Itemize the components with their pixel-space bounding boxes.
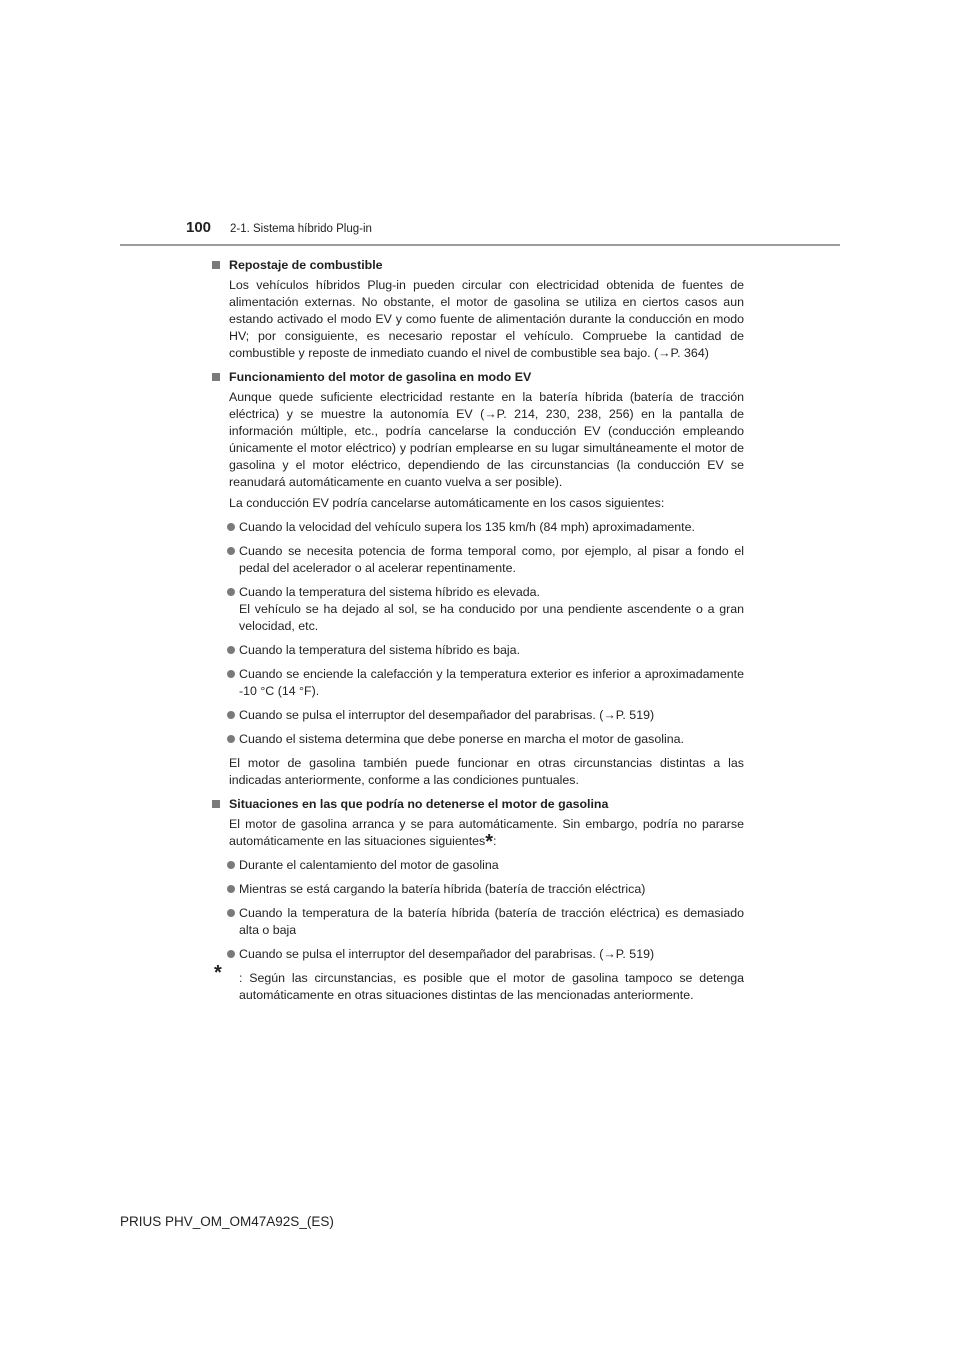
round-bullet-icon [227,861,235,869]
header-rule [120,244,840,246]
round-bullet-icon [227,646,235,654]
round-bullet-icon [227,735,235,743]
page-content [212,257,744,1004]
paragraph: Los vehículos híbridos Plug-in pueden circular con electricidad obtenida de fuentes de alimentación externas. No obstante, el motor de gasolina se utiliza en ciertos casos aun estando activado el modo EV y como fuente de alimentación durante la conducción en modo HV; por consiguiente, es necesario repostar el vehículo. Compruebe la cantidad de combustible y reposte de inmediato cuando el nivel de combustible sea bajo. (→P. 364) [229,278,744,360]
asterisk-mark: * [485,831,494,853]
round-bullet-icon [227,523,235,531]
footnote: * : Según las circunstancias, es posible que el motor de gasolina tampoco se detenga automáticamente en otras situaciones distintas de las mencionadas anteriormente. [214,962,744,1002]
square-bullet-icon [212,373,220,381]
page-number: 100 [186,219,212,236]
list-item: Cuando el sistema determina que debe ponerse en marcha el motor de gasolina. [212,731,744,748]
list-item: Cuando la temperatura del sistema híbrido es baja. [212,642,744,659]
round-bullet-icon [227,950,235,958]
round-bullet-icon [227,711,235,719]
list-item: Cuando se pulsa el interruptor del desempañador del parabrisas. (→P. 519) [212,707,744,724]
list-item: Cuando se pulsa el interruptor del desempañador del parabrisas. (→P. 519) [212,946,744,963]
section-title: Situaciones en las que podría no detenerse el motor de gasolina [229,797,609,811]
list-item: Cuando se necesita potencia de forma temporal como, por ejemplo, al pisar a fondo el pedal del acelerador o al acelerar repentinamente. [212,543,744,577]
section-heading-ev-mode [212,369,744,386]
document-id: PRIUS PHV_OM_OM47A92S_(ES) [120,1214,334,1229]
paragraph: La conducción EV podría cancelarse automáticamente en los casos siguientes: [229,496,665,510]
square-bullet-icon [212,800,220,808]
section-title: Funcionamiento del motor de gasolina en modo EV [229,370,532,384]
section-header: 2-1. Sistema híbrido Plug-in [230,223,372,235]
list-item: Mientras se está cargando la batería híbrida (batería de tracción eléctrica) [212,881,744,898]
list-item: Cuando se enciende la calefacción y la temperatura exterior es inferior a aproximadamente -10 °C (14 °F). [212,666,744,700]
paragraph: El motor de gasolina también puede funcionar en otras circunstancias distintas a las indicadas anteriormente, conforme a las condiciones puntuales. [229,756,744,787]
round-bullet-icon [227,909,235,917]
section-heading-refueling [212,257,744,274]
round-bullet-icon [227,588,235,596]
round-bullet-icon [227,547,235,555]
section-heading-engine-not-stopping [212,796,744,813]
section-title: Repostaje de combustible [229,258,383,272]
asterisk-mark: * [214,962,222,984]
list-item: Cuando la temperatura del sistema híbrido es elevada. El vehículo se ha dejado al sol, se ha conducido por una pendiente ascendente o a gran velocidad, etc. [212,584,744,635]
list-item: Cuando la velocidad del vehículo supera los 135 km/h (84 mph) aproximadamente. [212,519,744,536]
list-item: Cuando la temperatura de la batería híbrida (batería de tracción eléctrica) es demasiado alta o baja [212,905,744,939]
round-bullet-icon [227,885,235,893]
paragraph: Aunque quede suficiente electricidad restante en la batería híbrida (batería de tracción eléctrica) y se muestre la autonomía EV (→P. 214, 230, 238, 256) en la pantalla de información múltiple, etc., podría cancelarse la conducción EV (conducción empleando únicamente el motor eléctrico) y podrían emplearse en su lugar simultáneamente el motor de gasolina y el motor eléctrico, dependiendo de las circunstancias (la conducción EV se reanudará automáticamente en cuanto vuelva a ser posible). [229,390,744,489]
round-bullet-icon [227,670,235,678]
paragraph: El motor de gasolina arranca y se para automáticamente. Sin embargo, podría no pararse automáticamente en las situaciones siguientes*: [229,817,744,853]
square-bullet-icon [212,261,220,269]
list-item: Durante el calentamiento del motor de gasolina [212,857,744,874]
